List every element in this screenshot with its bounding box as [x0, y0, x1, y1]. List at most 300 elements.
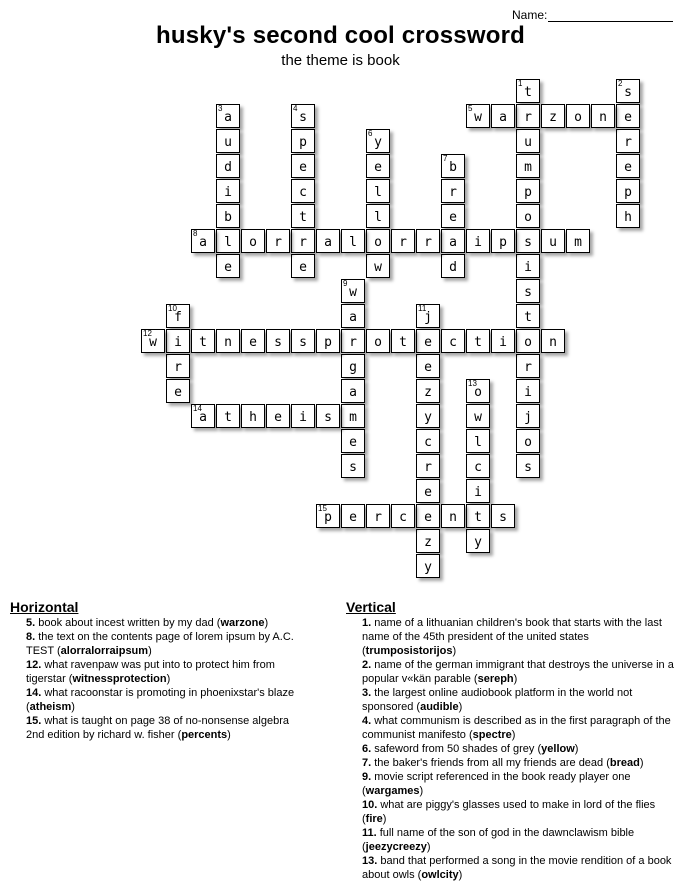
clue-number: 12 [143, 329, 152, 338]
clue-number: 1 [518, 79, 523, 88]
grid-cell[interactable] [616, 204, 640, 228]
clue-number: 11 [418, 304, 427, 313]
grid-cell[interactable] [516, 104, 540, 128]
grid-cell[interactable] [591, 104, 615, 128]
clue-number: 15 [318, 504, 327, 513]
clue-number: 7 [443, 154, 448, 163]
cell-letter: c [449, 334, 457, 350]
cell-letter: u [524, 134, 532, 150]
grid-cell[interactable] [366, 329, 390, 353]
clue-number: 15. [26, 715, 45, 727]
cell-letter: l [474, 434, 482, 450]
cell-letter: n [549, 334, 557, 350]
clue-close: ) [71, 701, 75, 713]
clue-item [346, 770, 676, 798]
grid-cell[interactable] [341, 229, 365, 253]
clue-number: 5 [468, 104, 473, 113]
clue-answer: trumposistorijos [365, 645, 453, 657]
cell-letter: r [624, 134, 632, 150]
clue-text: the largest online audiobook platform in the world not sponsored ( [362, 687, 633, 713]
cell-letter: i [224, 184, 232, 200]
clue-number: 12. [26, 659, 45, 671]
clue-number: 9. [362, 771, 375, 783]
name-label: Name: [512, 8, 548, 22]
grid-cell[interactable] [191, 229, 215, 253]
clue-close: ) [419, 785, 424, 797]
grid-cell[interactable] [366, 179, 390, 203]
cell-letter: a [349, 309, 357, 325]
clue-close: ) [639, 757, 644, 769]
grid-cell[interactable] [391, 504, 415, 528]
cell-letter: o [574, 109, 582, 125]
clue-answer: atheism [29, 701, 72, 713]
grid-cell[interactable] [416, 529, 440, 553]
clue-item [346, 616, 676, 658]
cell-letter: c [474, 459, 482, 475]
grid-cell[interactable] [516, 329, 540, 353]
clue-number: 3. [362, 687, 375, 699]
cell-letter: r [374, 509, 382, 525]
cell-letter: c [424, 434, 432, 450]
cell-letter: a [224, 109, 232, 125]
cell-letter: e [424, 509, 432, 525]
cell-letter: e [299, 159, 307, 175]
cell-letter: r [299, 234, 307, 250]
clue-item [10, 686, 310, 714]
grid-cell[interactable] [216, 404, 240, 428]
cell-letter: b [449, 159, 457, 175]
cell-letter: w [374, 259, 382, 275]
clue-answer: owlcity [421, 869, 459, 881]
grid-cell[interactable] [341, 429, 365, 453]
grid-cell[interactable] [341, 279, 365, 303]
vertical-clues [346, 600, 676, 882]
grid-cell[interactable] [466, 104, 490, 128]
clue-close: ) [227, 729, 231, 741]
clue-text: what are piggy's glasses used to make in lord of the flies ( [362, 799, 656, 825]
clue-number: 1. [362, 617, 375, 629]
grid-cell[interactable] [441, 254, 465, 278]
grid-cell[interactable] [166, 304, 190, 328]
clue-text: what communism is described as in the first paragraph of the communist manifesto ( [362, 715, 671, 741]
cell-letter: e [424, 359, 432, 375]
cell-letter: e [174, 384, 182, 400]
cell-letter: p [499, 234, 507, 250]
cell-letter: y [374, 134, 382, 150]
cell-letter: l [374, 184, 382, 200]
clue-item [346, 686, 676, 714]
grid-cell[interactable] [416, 404, 440, 428]
clue-answer: yellow [541, 743, 575, 755]
cell-letter: h [624, 209, 632, 225]
grid-cell[interactable] [141, 329, 165, 353]
grid-cell[interactable] [216, 154, 240, 178]
clue-answer: wargames [365, 785, 420, 797]
grid-cell[interactable] [516, 379, 540, 403]
grid-cell[interactable] [291, 204, 315, 228]
cell-letter: s [524, 284, 532, 300]
grid-cell[interactable] [341, 354, 365, 378]
grid-cell[interactable] [291, 229, 315, 253]
grid-cell[interactable] [441, 329, 465, 353]
cell-letter: r [449, 184, 457, 200]
clue-number: 13 [468, 379, 477, 388]
clue-close: ) [382, 813, 387, 825]
grid-cell[interactable] [541, 104, 565, 128]
grid-cell[interactable] [241, 329, 265, 353]
grid-cell[interactable] [241, 229, 265, 253]
cell-letter: t [399, 334, 407, 350]
grid-cell[interactable] [491, 229, 515, 253]
clue-number: 2. [362, 659, 375, 671]
clue-close: ) [511, 729, 516, 741]
clue-text: name of a lithuanian children's book that starts with the last name of the 45th president of the united states ( [362, 617, 662, 657]
grid-cell[interactable] [191, 404, 215, 428]
cell-letter: n [599, 109, 607, 125]
clue-item [346, 826, 676, 854]
cell-letter: e [274, 409, 282, 425]
cell-letter: l [374, 209, 382, 225]
grid-cell[interactable] [616, 179, 640, 203]
grid-cell[interactable] [416, 354, 440, 378]
clue-number: 9 [343, 279, 348, 288]
grid-cell[interactable] [416, 304, 440, 328]
cell-letter: d [224, 159, 232, 175]
cell-letter: z [424, 384, 432, 400]
clue-close: ) [148, 645, 152, 657]
grid-cell[interactable] [291, 404, 315, 428]
cell-letter: e [424, 484, 432, 500]
cell-letter: e [349, 509, 357, 525]
grid-cell[interactable] [441, 504, 465, 528]
clue-item [10, 630, 310, 658]
clue-item [10, 714, 310, 742]
cell-letter: t [224, 409, 232, 425]
cell-letter: a [449, 234, 457, 250]
clue-text: name of the german immigrant that destroys the universe in a popular v«kän parable ( [362, 659, 674, 685]
grid-cell[interactable] [491, 329, 515, 353]
cell-letter: r [349, 334, 357, 350]
grid-cell[interactable] [291, 329, 315, 353]
cell-letter: t [474, 334, 482, 350]
grid-cell[interactable] [491, 504, 515, 528]
page-subtitle: the theme is book [281, 52, 400, 69]
clue-number: 3 [218, 104, 223, 113]
clue-text: what is taught on page 38 of no-nonsense algebra 2nd edition by richard w. fisher ( [26, 715, 289, 741]
clue-item [346, 756, 676, 770]
grid-cell[interactable] [316, 404, 340, 428]
grid-cell[interactable] [366, 254, 390, 278]
grid-cell[interactable] [516, 179, 540, 203]
cell-letter: e [224, 259, 232, 275]
grid-cell[interactable] [416, 329, 440, 353]
clue-number: 6. [362, 743, 375, 755]
grid-cell[interactable] [366, 204, 390, 228]
grid-cell[interactable] [466, 379, 490, 403]
cell-letter: h [249, 409, 257, 425]
cell-letter: t [524, 84, 532, 100]
grid-cell[interactable] [316, 229, 340, 253]
grid-cell[interactable] [366, 504, 390, 528]
cell-letter: a [324, 234, 332, 250]
horizontal-clues [10, 600, 310, 742]
grid-cell[interactable] [441, 229, 465, 253]
clue-text: book about incest written by my dad ( [38, 617, 221, 629]
cell-letter: r [274, 234, 282, 250]
grid-cell[interactable] [291, 129, 315, 153]
clue-number: 5. [26, 617, 39, 629]
cell-letter: o [249, 234, 257, 250]
clue-number: 8. [26, 631, 39, 643]
grid-cell[interactable] [466, 229, 490, 253]
grid-cell[interactable] [441, 179, 465, 203]
cell-letter: s [624, 84, 632, 100]
clue-item [10, 616, 310, 630]
clue-number: 4 [293, 104, 298, 113]
grid-cell[interactable] [416, 379, 440, 403]
cell-letter: n [224, 334, 232, 350]
grid-cell[interactable] [416, 454, 440, 478]
clue-close: ) [264, 617, 269, 629]
grid-cell[interactable] [616, 79, 640, 103]
grid-cell[interactable] [191, 329, 215, 353]
grid-cell[interactable] [366, 229, 390, 253]
grid-cell[interactable] [416, 504, 440, 528]
grid-cell[interactable] [516, 454, 540, 478]
clue-answer: alorralorraipsum [60, 645, 149, 657]
grid-cell[interactable] [291, 154, 315, 178]
grid-cell[interactable] [516, 304, 540, 328]
grid-cell[interactable] [516, 154, 540, 178]
grid-cell[interactable] [166, 354, 190, 378]
cell-letter: c [399, 509, 407, 525]
cell-letter: a [349, 384, 357, 400]
cell-letter: p [299, 134, 307, 150]
grid-cell[interactable] [466, 329, 490, 353]
clue-answer: warzone [220, 617, 265, 629]
grid-cell[interactable] [441, 204, 465, 228]
grid-cell[interactable] [491, 104, 515, 128]
clue-close: ) [458, 869, 463, 881]
clue-answer: witnessprotection [72, 673, 167, 685]
cell-letter: w [149, 334, 157, 350]
grid-cell[interactable] [566, 229, 590, 253]
grid-cell[interactable] [366, 154, 390, 178]
clue-number: 11. [362, 827, 380, 839]
grid-cell[interactable] [466, 529, 490, 553]
grid-cell[interactable] [166, 329, 190, 353]
cell-letter: m [524, 159, 532, 175]
grid-cell[interactable] [291, 104, 315, 128]
grid-cell[interactable] [216, 129, 240, 153]
clue-close: ) [452, 645, 457, 657]
grid-cell[interactable] [216, 204, 240, 228]
grid-cell[interactable] [516, 129, 540, 153]
grid-cell[interactable] [266, 229, 290, 253]
grid-cell[interactable] [341, 404, 365, 428]
grid-cell[interactable] [341, 304, 365, 328]
cell-letter: r [174, 359, 182, 375]
cell-letter: w [474, 409, 482, 425]
grid-cell[interactable] [541, 329, 565, 353]
cell-letter: w [349, 284, 357, 300]
cell-letter: e [424, 334, 432, 350]
grid-cell[interactable] [441, 154, 465, 178]
grid-cell[interactable] [541, 229, 565, 253]
cell-letter: o [524, 209, 532, 225]
clue-close: ) [574, 743, 579, 755]
grid-cell[interactable] [216, 179, 240, 203]
clue-close: ) [458, 701, 463, 713]
grid-cell[interactable] [241, 404, 265, 428]
clue-number: 14 [193, 404, 202, 413]
cell-letter: i [524, 384, 532, 400]
clue-item [346, 742, 676, 756]
clue-answer: percents [181, 729, 228, 741]
cell-letter: y [424, 559, 432, 575]
clue-number: 13. [362, 855, 381, 867]
clue-number: 4. [362, 715, 375, 727]
clue-text: safeword from 50 shades of grey ( [374, 743, 542, 755]
grid-cell[interactable] [516, 79, 540, 103]
grid-cell[interactable] [341, 379, 365, 403]
cell-letter: l [224, 234, 232, 250]
clue-text: the text on the contents page of lorem ipsum by A.C. TEST ( [26, 631, 294, 657]
horizontal-clue-list [10, 616, 310, 742]
grid-cell[interactable] [391, 229, 415, 253]
cell-letter: o [524, 434, 532, 450]
grid-cell[interactable] [416, 229, 440, 253]
grid-cell[interactable] [291, 254, 315, 278]
grid-cell[interactable] [216, 229, 240, 253]
grid-cell[interactable] [516, 429, 540, 453]
clue-item [346, 658, 676, 686]
horizontal-heading: Horizontal [10, 599, 79, 615]
clue-close: ) [166, 673, 171, 685]
page-title: husky's second cool crossword [156, 22, 525, 49]
cell-letter: o [374, 234, 382, 250]
cell-letter: i [174, 334, 182, 350]
clue-answer: spectre [472, 729, 512, 741]
cell-letter: z [424, 534, 432, 550]
cell-letter: r [424, 459, 432, 475]
cell-letter: e [299, 259, 307, 275]
grid-cell[interactable] [466, 429, 490, 453]
cell-letter: u [549, 234, 557, 250]
grid-cell[interactable] [516, 254, 540, 278]
grid-cell[interactable] [416, 429, 440, 453]
clue-answer: sereph [477, 673, 514, 685]
grid-cell[interactable] [216, 104, 240, 128]
cell-letter: e [449, 209, 457, 225]
grid-cell[interactable] [616, 104, 640, 128]
cell-letter: y [424, 409, 432, 425]
cell-letter: w [474, 109, 482, 125]
clue-text: the baker's friends from all my friends are dead ( [374, 757, 610, 769]
cell-letter: p [624, 184, 632, 200]
grid-cell[interactable] [341, 504, 365, 528]
cell-letter: a [499, 109, 507, 125]
clue-number: 10 [168, 304, 177, 313]
grid-cell[interactable] [516, 279, 540, 303]
clue-item [346, 714, 676, 742]
cell-letter: s [324, 409, 332, 425]
grid-cell[interactable] [216, 254, 240, 278]
cell-letter: s [524, 459, 532, 475]
clue-number: 14. [26, 687, 45, 699]
cell-letter: t [524, 309, 532, 325]
grid-cell[interactable] [291, 179, 315, 203]
cell-letter: p [324, 334, 332, 350]
cell-letter: f [174, 309, 182, 325]
grid-cell[interactable] [266, 329, 290, 353]
grid-cell[interactable] [341, 329, 365, 353]
grid-cell[interactable] [416, 479, 440, 503]
cell-letter: u [224, 134, 232, 150]
clue-close: ) [426, 841, 431, 853]
grid-cell[interactable] [216, 329, 240, 353]
clue-number: 7. [362, 757, 375, 769]
grid-cell[interactable] [616, 129, 640, 153]
grid-cell[interactable] [566, 104, 590, 128]
clue-answer: jeezycreezy [365, 841, 427, 853]
grid-cell[interactable] [516, 404, 540, 428]
clue-number: 2 [618, 79, 623, 88]
cell-letter: r [424, 234, 432, 250]
grid-cell[interactable] [166, 379, 190, 403]
grid-cell[interactable] [516, 204, 540, 228]
grid-cell[interactable] [341, 454, 365, 478]
cell-letter: a [199, 409, 207, 425]
clue-item [10, 658, 310, 686]
cell-letter: y [474, 534, 482, 550]
cell-letter: l [349, 234, 357, 250]
cell-letter: a [199, 234, 207, 250]
cell-letter: t [199, 334, 207, 350]
cell-letter: s [524, 234, 532, 250]
clue-item [346, 854, 676, 882]
cell-letter: e [374, 159, 382, 175]
clue-number: 6 [368, 129, 373, 138]
grid-cell[interactable] [516, 229, 540, 253]
grid-cell[interactable] [266, 404, 290, 428]
cell-letter: s [299, 334, 307, 350]
clue-answer: bread [609, 757, 640, 769]
grid-cell[interactable] [466, 454, 490, 478]
grid-cell[interactable] [316, 329, 340, 353]
cell-letter: p [524, 184, 532, 200]
clue-text: what ravenpaw was put into to protect him from tigerstar ( [26, 659, 275, 685]
grid-cell[interactable] [516, 354, 540, 378]
clue-text: full name of the son of god in the dawnclawism bible ( [362, 827, 635, 853]
cell-letter: i [499, 334, 507, 350]
grid-cell[interactable] [366, 129, 390, 153]
grid-cell[interactable] [466, 404, 490, 428]
grid-cell[interactable] [391, 329, 415, 353]
cell-letter: t [299, 209, 307, 225]
grid-cell[interactable] [466, 504, 490, 528]
grid-cell[interactable] [416, 554, 440, 578]
cell-letter: o [374, 334, 382, 350]
vertical-heading: Vertical [346, 599, 396, 615]
cell-letter: m [574, 234, 582, 250]
grid-cell[interactable] [466, 479, 490, 503]
cell-letter: s [299, 109, 307, 125]
grid-cell[interactable] [616, 154, 640, 178]
cell-letter: r [524, 359, 532, 375]
cell-letter: i [524, 259, 532, 275]
grid-cell[interactable] [316, 504, 340, 528]
